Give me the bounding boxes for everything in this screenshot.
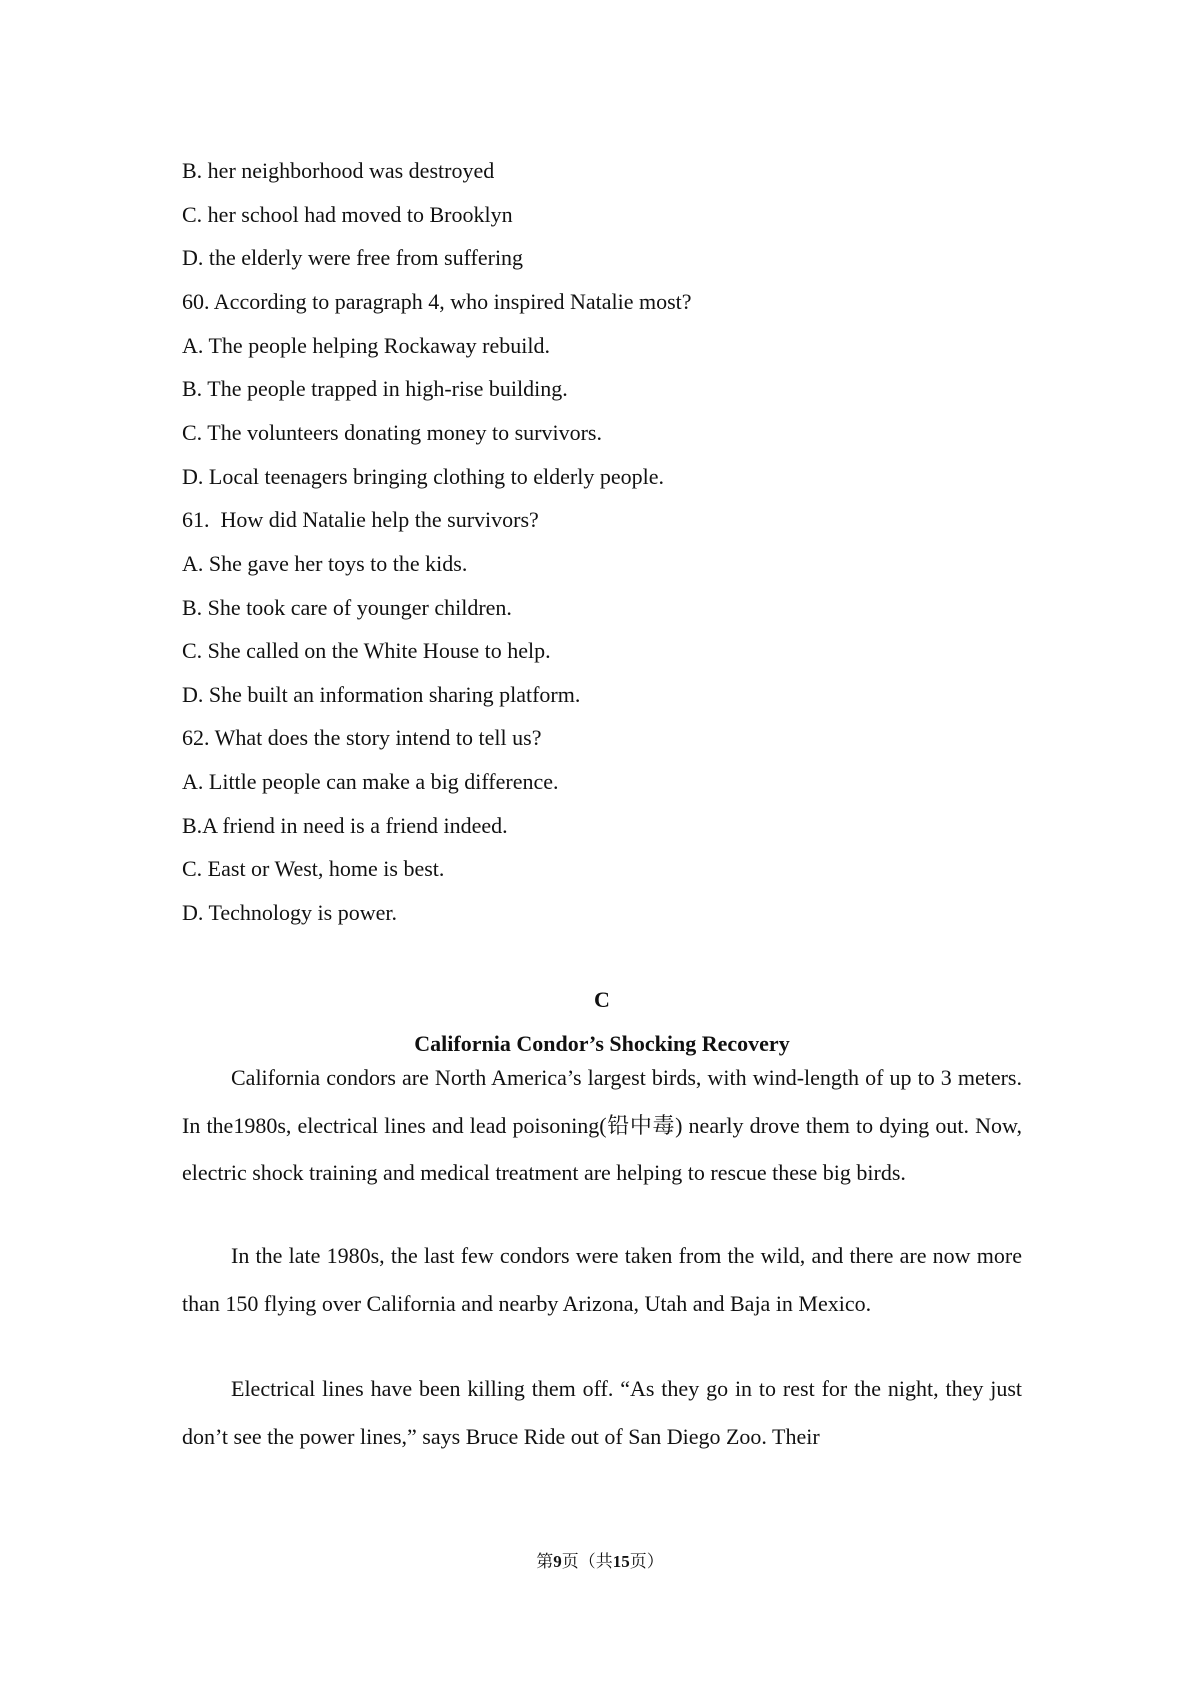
- q61-option-a: A. She gave her toys to the kids.: [182, 551, 468, 576]
- q59-option-b: B. her neighborhood was destroyed: [182, 158, 495, 183]
- q60-option-b: B. The people trapped in high-rise building.: [182, 376, 568, 401]
- q61-option-d: D. She built an information sharing platform.: [182, 682, 581, 707]
- q60-option-d: D. Local teenagers bringing clothing to elderly people.: [182, 464, 665, 489]
- q61-option-c: C. She called on the White House to help.: [182, 638, 551, 663]
- q59-option-d: D. the elderly were free from suffering: [182, 245, 524, 270]
- q62-stem: 62. What does the story intend to tell us?: [182, 725, 542, 750]
- q62-option-b: B.A friend in need is a friend indeed.: [182, 813, 508, 838]
- q60-option-a: A. The people helping Rockaway rebuild.: [182, 333, 550, 358]
- q59-option-c: C. her school had moved to Brooklyn: [182, 202, 513, 227]
- q60-option-c: C. The volunteers donating money to survivors.: [182, 420, 602, 445]
- section-letter: C: [594, 987, 610, 1012]
- footer-suffix: 页）: [629, 1552, 664, 1571]
- footer-page-number: 9: [553, 1552, 562, 1571]
- passage-title: California Condor’s Shocking Recovery: [414, 1031, 790, 1056]
- footer-middle: 页（共: [561, 1552, 613, 1571]
- q62-option-c: C. East or West, home is best.: [182, 856, 445, 881]
- page-footer: [0, 1551, 1200, 1573]
- q61-option-b: B. She took care of younger children.: [182, 595, 512, 620]
- passage-paragraph-2: In the late 1980s, the last few condors were taken from the wild, and there are now more than 150 flying over California and nearby Arizona, Utah and Baja in Mexico.: [182, 1243, 1022, 1316]
- q60-stem: 60. According to paragraph 4, who inspired Natalie most?: [182, 289, 692, 314]
- passage-paragraph-1: California condors are North America’s largest birds, with wind-length of up to 3 meters. In the1980s, electrical lines and lead poisoning(铅中毒) nearly drove them to dying out. Now, electric shock training and medical treatment are helping to rescue these big birds.: [182, 1065, 1022, 1185]
- q62-option-d: D. Technology is power.: [182, 900, 397, 925]
- q62-option-a: A. Little people can make a big difference.: [182, 769, 559, 794]
- footer-total-pages: 15: [612, 1552, 630, 1571]
- passage-paragraph-3: Electrical lines have been killing them off. “As they go in to rest for the night, they just don’t see the power lines,” says Bruce Ride out of San Diego Zoo. Their: [182, 1376, 1022, 1449]
- q61-stem: 61. How did Natalie help the survivors?: [182, 507, 539, 532]
- footer-prefix: 第: [536, 1552, 554, 1571]
